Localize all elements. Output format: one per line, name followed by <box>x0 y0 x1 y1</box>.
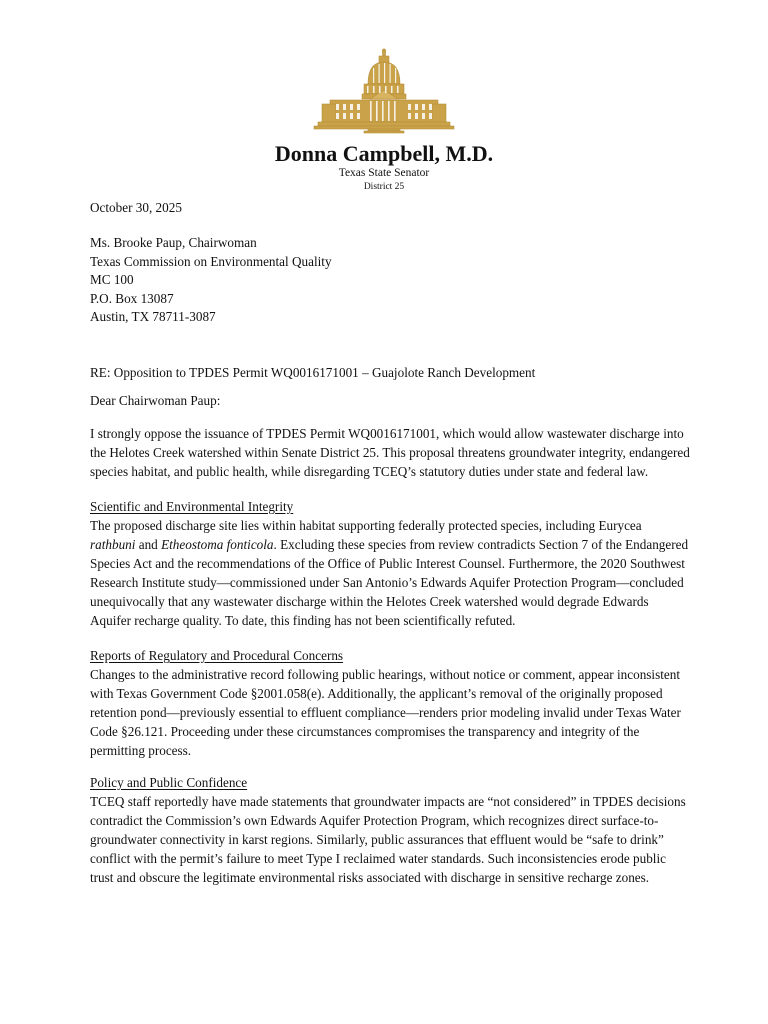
species-name: rathbuni <box>90 536 136 552</box>
section-body-policy: TCEQ staff reportedly have made statements that groundwater impacts are “not considered” in TPDES decisions contradict the Commission’s own Edwards Aquifer Protection Program, which recognizes direct surface-to-groundwater connectivity in karst regions. Similarly, public assurances that effluent would be “safe to drink” conflict with the permit’s failure to meet Type I reclaimed water standards. Such inconsistencies erode public trust and obscure the legitimate environmental risks associated with discharge in sensitive recharge zones. <box>90 793 686 885</box>
letter-date: October 30, 2025 <box>90 200 182 215</box>
section-body-procedural: Changes to the administrative record following public hearings, without notice or comment, appear inconsistent with Texas Government Code §2001.058(e). Additionally, the applicant’s removal of the originally proposed retention pond—previously essential to effluent compliance—renders prior modeling invalid under Texas Water Code §26.121. Proceeding under these circumstances compromises the transparency and integrity of the permitting process. <box>90 666 681 758</box>
section-heading-scientific: Scientific and Environmental Integrity <box>90 498 294 514</box>
recipient-organization: Texas Commission on Environmental Quality <box>90 253 332 269</box>
intro-paragraph: I strongly oppose the issuance of TPDES Permit WQ0016171001, which would allow wastewater discharge into the Helotes Creek watershed within Senate District 25. This proposal threatens groundwater integrity, endangered species habitat, and public health, while disregarding TCEQ’s statutory duties under state and federal law. <box>90 425 690 479</box>
text-run: The proposed discharge site lies within habitat supporting federally protected species, including Eurycea <box>90 517 642 533</box>
capitol-seal-icon <box>312 48 456 136</box>
recipient-name: Ms. Brooke Paup, Chairwoman <box>90 235 257 250</box>
recipient-address <box>90 234 690 327</box>
recipient-mail-code: MC 100 <box>90 272 134 288</box>
recipient-city-state-zip: Austin, TX 78711-3087 <box>90 309 216 325</box>
section-heading-procedural: Reports of Regulatory and Procedural Concerns <box>90 647 344 663</box>
sender-name: Donna Campbell, M.D. <box>274 141 494 166</box>
letter-body <box>90 198 690 887</box>
text-run: and <box>135 536 162 552</box>
text-run: . Excluding these species from review contradicts Section 7 of the Endangered Species Act and the recommendations of the Office of Public Interest Counsel. Furthermore, the 2020 Southwest Research Institute study—commissioned under San Antonio’s Edwards Aquifer Protection Program—concluded unequivocally that any wastewater discharge within the Helotes Creek watershed would degrade Edwards Aquifer recharge quality. To date, this finding has not been scientifically refuted. <box>90 536 689 628</box>
subject-line: RE: Opposition to TPDES Permit WQ0016171001 – Guajolote Ranch Development <box>90 364 536 380</box>
species-name: Etheostoma fonticola <box>161 536 274 552</box>
salutation: Dear Chairwoman Paup: <box>90 392 221 408</box>
section-heading-policy: Policy and Public Confidence <box>90 774 248 790</box>
sender-district: District 25 <box>363 182 405 192</box>
sender-title: Texas State Senator <box>338 167 430 179</box>
recipient-po-box: P.O. Box 13087 <box>90 290 174 306</box>
section-body-scientific <box>90 516 690 630</box>
